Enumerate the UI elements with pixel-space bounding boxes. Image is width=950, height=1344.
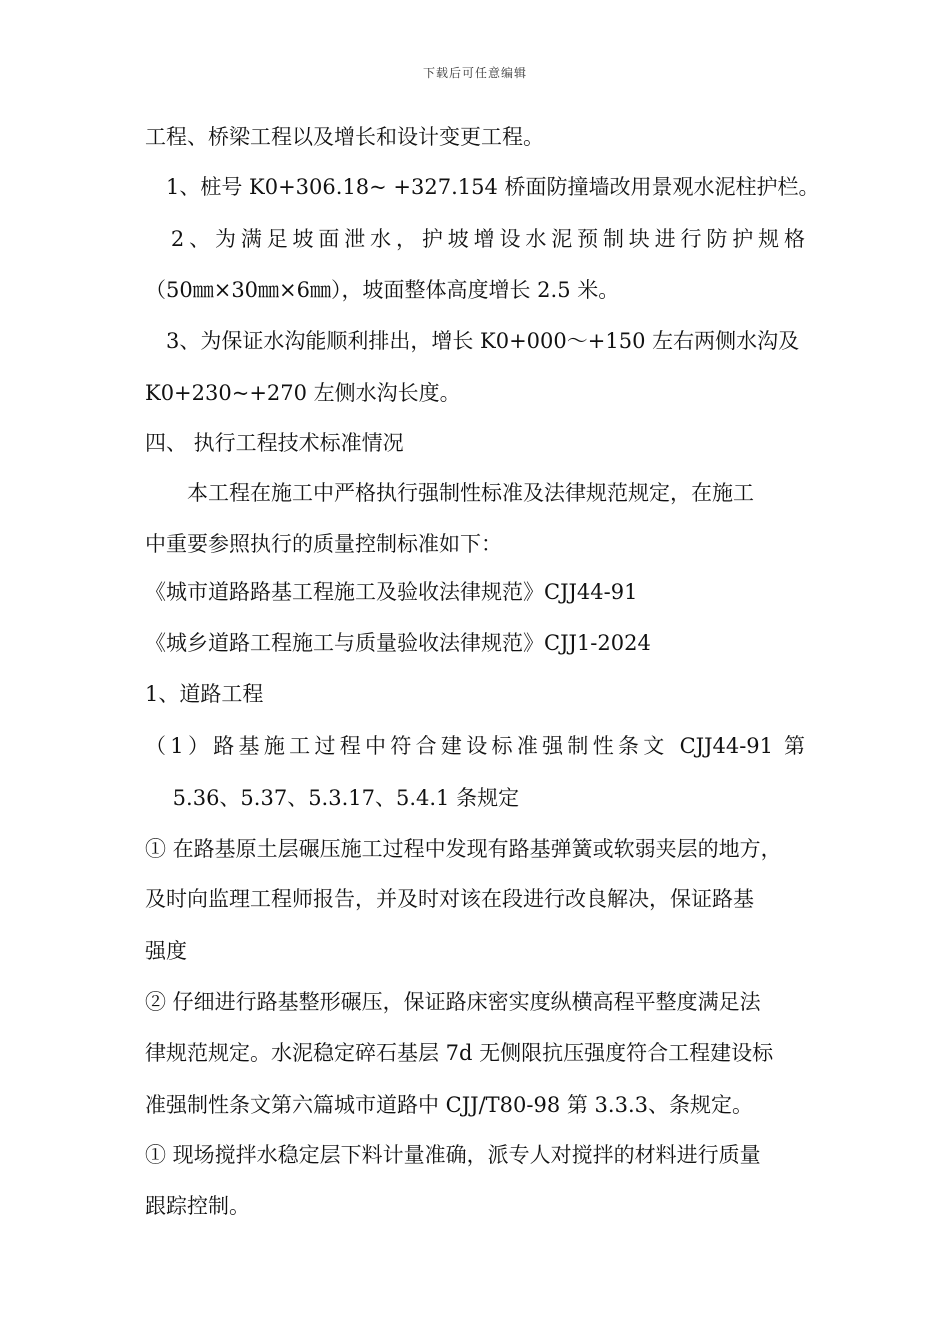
paragraph-line: 3、为保证水沟能顺利排出，增长 K0+000～+150 左右两侧水沟及 [145, 329, 800, 353]
paragraph-line: 跟踪控制。 [145, 1194, 250, 1218]
paragraph-line: ① 在路基原土层碾压施工过程中发现有路基弹簧或软弱夹层的地方， [145, 837, 782, 861]
standard-reference: 《城乡道路工程施工与质量验收法律规范》CJJ1-2024 [145, 631, 651, 655]
paragraph-line: 5.36、5.37、5.3.17、5.4.1 条规定 [145, 786, 520, 810]
paragraph-line: 准强制性条文第六篇城市道路中 CJJ/T80-98 第 3.3.3、条规定。 [145, 1093, 753, 1117]
paragraph-line: 及时向监理工程师报告，并及时对该在段进行改良解决，保证路基 [145, 887, 754, 911]
paragraph-line: K0+230~+270 左侧水沟长度。 [145, 381, 461, 405]
paragraph-line: （50㎜×30㎜×6㎜），坡面整体高度增长 2.5 米。 [145, 278, 620, 302]
paragraph-line: 律规范规定。水泥稳定碎石基层 7d 无侧限抗压强度符合工程建设标 [145, 1041, 774, 1065]
paragraph-line: 强度 [145, 939, 187, 963]
page-header-note: 下载后可任意编辑 [422, 66, 527, 80]
section-heading: 四、 执行工程技术标准情况 [145, 431, 404, 455]
subsection-heading: 1、道路工程 [145, 682, 264, 706]
paragraph-line: 本工程在施工中严格执行强制性标准及法律规范规定，在施工 [145, 481, 754, 505]
paragraph-line: 1、桩号 K0+306.18~ +327.154 桥面防撞墙改用景观水泥柱护栏。 [145, 175, 820, 199]
paragraph-line: （1）路基施工过程中符合建设标准强制性条文 CJJ44-91 第 [145, 734, 805, 758]
paragraph-line: 中重要参照执行的质量控制标准如下： [145, 532, 502, 556]
paragraph-line: ② 仔细进行路基整形碾压，保证路床密实度纵横高程平整度满足法 [145, 990, 761, 1014]
paragraph-line: ① 现场搅拌水稳定层下料计量准确，派专人对搅拌的材料进行质量 [145, 1143, 761, 1167]
standard-reference: 《城市道路路基工程施工及验收法律规范》CJJ44-91 [145, 580, 638, 604]
paragraph-line: 工程、桥梁工程以及增长和设计变更工程。 [145, 125, 544, 149]
paragraph-line: 2、为满足坡面泄水，护坡增设水泥预制块进行防护规格 [145, 227, 805, 251]
